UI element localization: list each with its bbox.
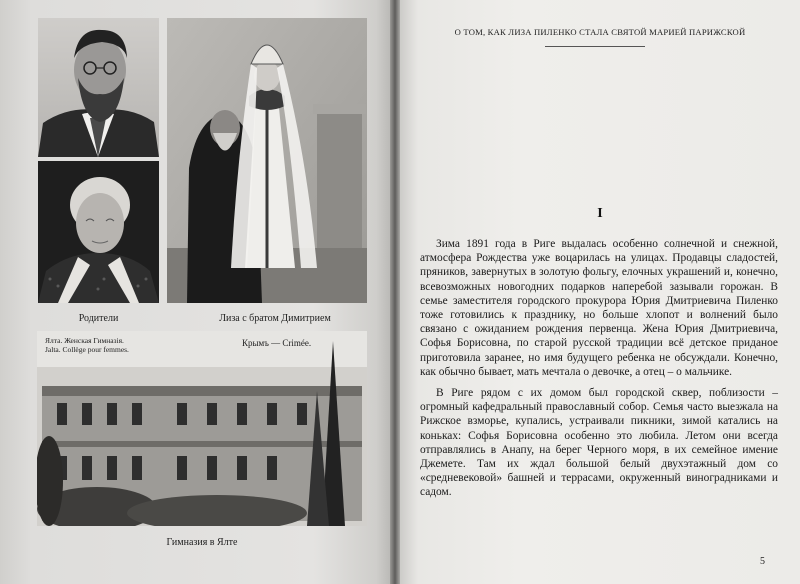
postcard-caption-ru: Ялта. Женская Гимназія. [45,336,124,345]
photo-mother [38,161,159,303]
postcard-region: Крымъ — Crimée. [242,338,312,348]
paragraph: Зима 1891 года в Риге выдалась особенно солнечной и снежной, атмосфера Рождества уже воцарилась на улицах. Продавцы сладостей, пряников, завернутых в золотую фольгу, елочных украшений и, конечно, всевозможных новогодних подарков наперебой зазывали горожан. В семье заместителя городского прокурора Юрия Дмитриевича Пиленко тоже готовились к празднику, но больше хлопот и волнений было связано с ожиданием рождения первенца. Жена Юрия Дмитриевича, Софья Борисовна, по старой русской традиции всё детское приданое приготовила заранее, но имя будущего ребенка не обсуждали. Конечно, как обычно бывает, мать мечтала о девочке, а отец – о мальчике. [420,238,778,378]
photo-father [38,18,159,157]
chapter-number: I [597,206,603,221]
photo-gymnasium-postcard [37,331,367,526]
caption-parents: Родители [78,313,119,324]
postcard-caption-fr: Jalta. Collège pour femmes. [45,345,129,354]
page-number: 5 [760,556,765,567]
running-head: О ТОМ, КАК ЛИЗА ПИЛЕНКО СТАЛА СВЯТОЙ МАРИЕЙ ПАРИЖСКОЙ [454,27,746,37]
caption-liza-brother: Лиза с братом Димитрием [219,313,331,324]
photo-liza-with-brother [167,18,367,303]
paragraph: В Риге рядом с их домом был городской сквер, поблизости – огромный кафедральный православный собор. Семья часто выезжала на Рижское взморье, купались, устраивали пикники, зимой катались на коньках: Софья Борисовна особенно это любила. Летом они всегда отправлялись в Анапу, на берег Черного моря, в их семейное имение Джемете. Там их ждал большой белый двухэтажный дом со «средневековой» башней и террасами, окруженный виноградниками и садом. [420,387,778,499]
book-gutter [390,0,400,584]
running-head-rule [545,46,645,47]
body-text [420,237,778,507]
caption-gymnasium: Гимназия в Ялте [166,537,238,548]
